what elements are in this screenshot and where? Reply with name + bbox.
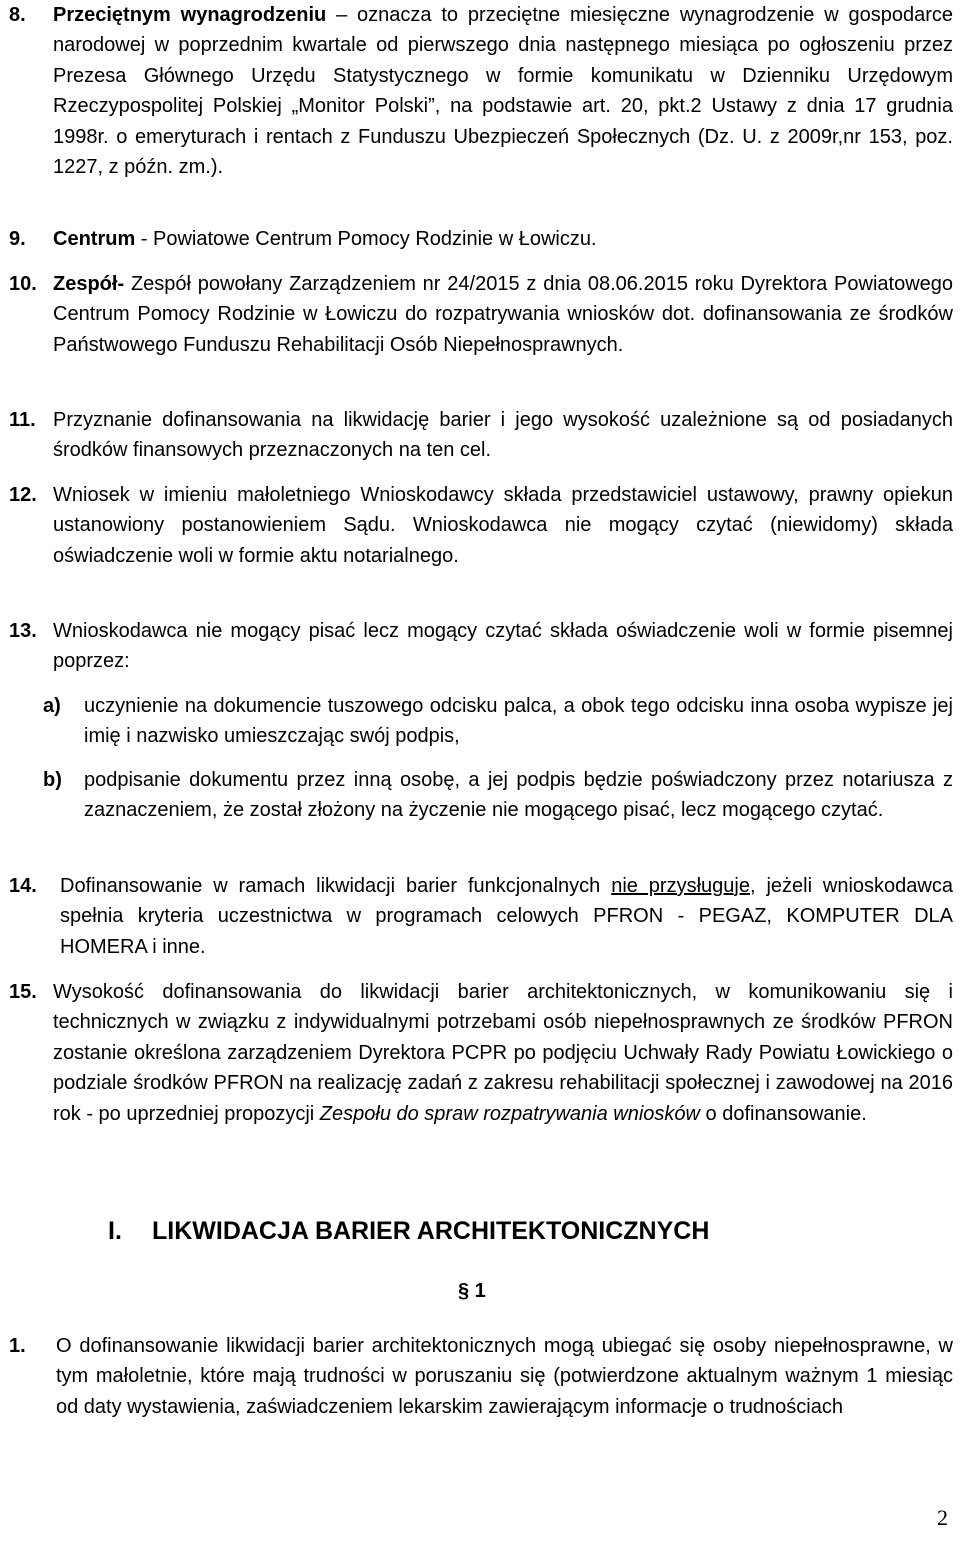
option-text: uczynienie na dokumencie tuszowego odcisku palca, a obok tego odcisku inna osoba wypisze jej imię i nazwisko umieszczając swój podpis, xyxy=(84,695,953,748)
rule-13-option-a xyxy=(43,691,953,752)
item-number: 14. xyxy=(9,875,37,897)
definition-9 xyxy=(9,224,953,254)
definition-8 xyxy=(9,0,953,182)
item-text: Przyznanie dofinansowania na likwidację barier i jego wysokość uzależnione są od posiadanych środków finansowych przeznaczonych na ten cel. xyxy=(53,409,953,462)
item-number: 13. xyxy=(9,620,37,642)
underlined-phrase: nie przysługuje xyxy=(611,875,750,897)
item-number: 8. xyxy=(9,4,26,26)
item-text: Wnioskodawca nie mogący pisać lecz mogący czytać składa oświadczenie woli w formie pisemnej poprzez: xyxy=(53,620,953,673)
item-number: 12. xyxy=(9,484,37,506)
term: Przeciętnym wynagrodzeniu xyxy=(53,4,327,26)
item-text xyxy=(53,269,953,360)
item-number: 1. xyxy=(9,1335,26,1357)
chapter-title: LIKWIDACJA BARIER ARCHITEKTONICZNYCH xyxy=(152,1217,710,1245)
definition: - Powiatowe Centrum Pomocy Rodzinie w Łowiczu. xyxy=(135,228,597,250)
rule-13-option-b xyxy=(43,765,953,826)
chapter-number: I. xyxy=(108,1217,122,1245)
item-text xyxy=(53,0,953,182)
definition: Zespół powołany Zarządzeniem nr 24/2015 z dnia 08.06.2015 roku Dyrektora Powiatowego Centrum Pomocy Rodzinie w Łowiczu do rozpatrywania wniosków dot. dofinansowania ze środków Państwowego Funduszu Rehabilitacji Osób Niepełnosprawnych. xyxy=(53,273,953,356)
italic-phrase: Zespołu do spraw rozpatrywania wniosków xyxy=(319,1102,700,1125)
item-text xyxy=(53,224,953,254)
item-number: 9. xyxy=(9,228,26,250)
item-text: Wniosek w imieniu małoletniego Wnioskodawcy składa przedstawiciel ustawowy, prawny opiekun ustanowiony postanowieniem Sądu. Wnioskodawca nie mogący czytać (niewidomy) składa oświadczenie woli w formie aktu notarialnego. xyxy=(53,484,953,567)
definition: – oznacza to przeciętne miesięczne wynagrodzenie w gospodarce narodowej w poprzednim kwartale od pierwszego dnia następnego miesiąca po ogłoszeniu przez Prezesa Głównego Urzędu Statystycznego w formie komunikatu w Dzienniku Urzędowym Rzeczypospolitej Polskiej „Monitor Polski”, na podstawie art. 20, pkt.2 Ustawy z dnia 17 grudnia 1998r. o emeryturach i rentach z Funduszu Ubezpieczeń Społecznych (Dz. U. z 2009r,nr 153, poz. 1227, z późn. zm.). xyxy=(53,4,953,179)
rule-13 xyxy=(9,616,953,677)
rule-11 xyxy=(9,405,953,466)
item-number: 15. xyxy=(9,981,37,1003)
text-part: Dofinansowanie w ramach likwidacji barier funkcjonalnych xyxy=(60,875,612,897)
text-part: , jeżeli wnioskodawca spełnia kryteria uczestnictwa w programach celowych PFRON - PEGAZ, KOMPUTER DLA HOMERA i inne. xyxy=(60,875,953,958)
option-letter: a) xyxy=(43,695,61,717)
section-mark: § 1 xyxy=(458,1280,486,1302)
term: Zespół- xyxy=(53,273,125,295)
term: Centrum xyxy=(53,228,136,250)
definition-10 xyxy=(9,269,953,360)
chapter-heading xyxy=(108,1213,709,1249)
text-part: Wysokość dofinansowania do likwidacji barier architektonicznych, w komunikowaniu się i technicznych w związku z indywidualnymi potrzebami osób niepełnosprawnych ze środków PFRON zostanie określona zarządzeniem Dyrektora PCPR po podjęciu Uchwały Rady Powiatu Łowickiego o podziale środków PFRON na realizację zadań z zakresu rehabilitacji społecznej i zawodowej na 2016 rok - po uprzedniej propozycji xyxy=(53,981,953,1125)
option-text: podpisanie dokumentu przez inną osobę, a jej podpis będzie poświadczony przez notariusza z zaznaczeniem, że został złożony na życzenie nie mogącego pisać, lecz mogącego czytać. xyxy=(84,769,953,822)
item-number: 10. xyxy=(9,273,37,295)
item-text xyxy=(53,977,953,1129)
item-text: O dofinansowanie likwidacji barier architektonicznych mogą ubiegać się osoby niepełnosprawne, w tym małoletnie, które mają trudności w poruszaniu się (potwierdzone aktualnym ważnym 1 miesiąc od daty wystawienia, zaświadczeniem lekarskim zawierającym informacje o trudnościach xyxy=(56,1335,953,1418)
option-letter: b) xyxy=(43,769,62,791)
rule-14 xyxy=(9,871,953,962)
paragraph-1 xyxy=(9,1331,953,1422)
item-text xyxy=(60,871,953,962)
item-number: 11. xyxy=(9,409,36,431)
rule-12 xyxy=(9,480,953,571)
page-number: 2 xyxy=(937,1505,948,1530)
text-part: o dofinansowanie. xyxy=(699,1102,867,1125)
rule-15 xyxy=(9,977,953,1129)
